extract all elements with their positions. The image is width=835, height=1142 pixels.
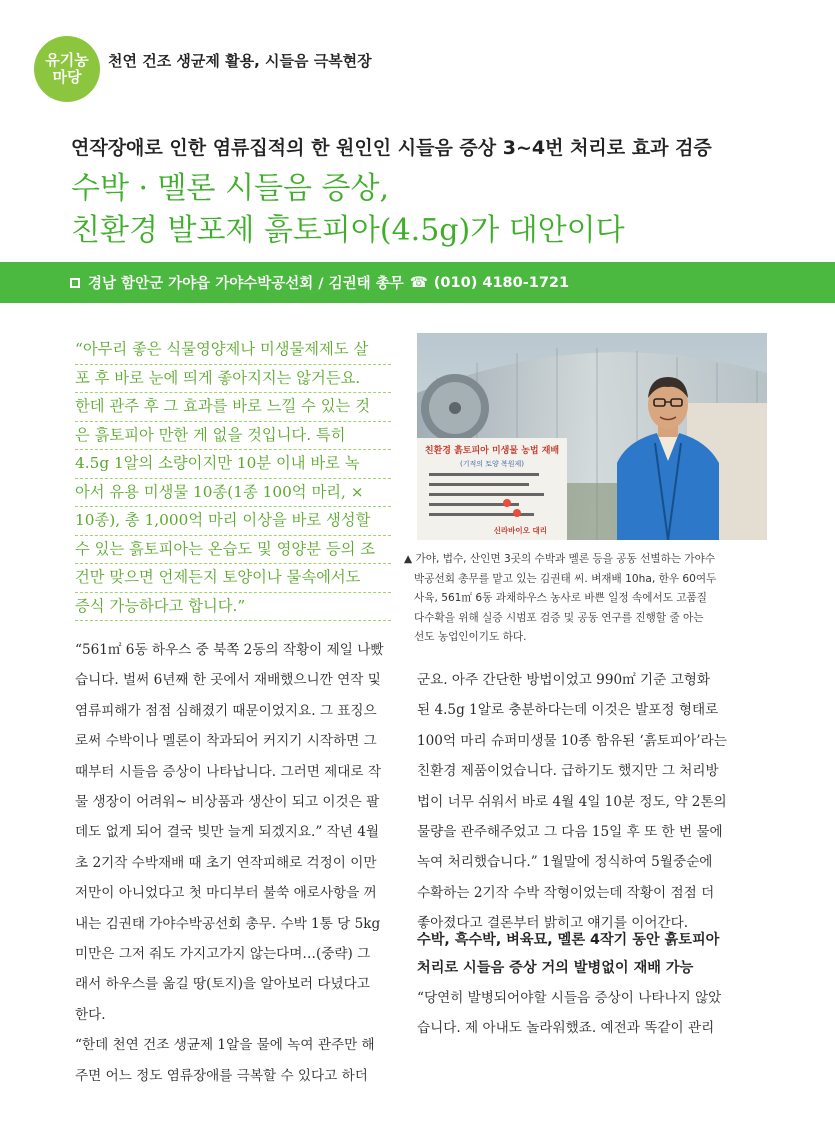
headline-line1: 수박 · 멜론 시들음 증상,	[71, 171, 390, 206]
subhead-line1: 수박, 흑수박, 벼육묘, 멜론 4작기 동안 흙토피아	[417, 932, 720, 948]
quote-line: 은 흙토피아 만한 게 없을 것입니다. 특히	[75, 422, 391, 451]
body-line: 내는 김권태 가야수박공선회 총무. 수박 1통 당 5kg	[75, 915, 381, 932]
section-badge	[34, 36, 100, 102]
caption-line: 박공선회 총무를 맡고 있는 김권태 씨. 벼재배 10ha, 한우 60여두	[414, 572, 717, 585]
body-line: 물량을 관주해주었고 그 다음 15일 후 또 한 번 물에	[417, 824, 723, 841]
caption-line: 사육, 561㎡ 6동 과채하우스 농사로 바쁜 일정 속에서도 고품질	[414, 592, 707, 604]
quote-line: 아서 유용 미생물 10종(1종 100억 마리, ×	[75, 479, 391, 508]
section-label: 천연 건조 생균제 활용, 시들음 극복현장	[108, 52, 372, 70]
body-line: 습니다. 제 아내도 놀라워했죠. 예전과 똑같이 관리	[417, 1020, 715, 1037]
body-line: 친환경 제품이었습니다. 급하기도 했지만 그 처리방	[417, 763, 719, 780]
quote-line: 포 후 바로 눈에 띄게 좋아지지는 않거든요.	[75, 365, 391, 394]
body-line: 좋아졌다고 결론부터 밝히고 얘기를 이어간다.	[417, 915, 689, 932]
section-subhead	[417, 926, 747, 982]
body-line: “한데 천연 건조 생균제 1알을 물에 녹여 관주만 해	[75, 1037, 375, 1054]
article-kicker: 연작장애로 인한 염류집적의 한 원인인 시들음 증상 3~4번 처리로 효과 검증	[71, 137, 712, 159]
photo-caption	[404, 550, 776, 648]
quote-line: 수 있는 흙토피아는 온습도 및 영양분 등의 조	[75, 536, 391, 565]
banner-sub: (기적의 토양 복원제)	[459, 460, 525, 468]
body-line: “당연히 발병되어야할 시들음 증상이 나타나지 않았	[417, 990, 722, 1006]
body-line: 군요. 아주 간단한 방법이었고 990㎡ 기준 고형화	[417, 672, 711, 688]
phone-icon: ☎	[409, 274, 428, 291]
article-headline	[71, 168, 771, 252]
body-line: 주면 어느 정도 염류장애를 극복할 수 있다고 하더	[75, 1067, 368, 1084]
quote-line: 10종), 총 1,000억 마리 이상을 바로 생성할	[75, 507, 391, 536]
body-line: 수확하는 2기작 수박 작형이었는데 작황이 점점 더	[417, 884, 715, 901]
body-line: 때부터 시들음 증상이 나타납니다. 그러면 제대로 작	[75, 763, 382, 780]
body-column-right	[417, 665, 747, 939]
quote-line: 건만 맞으면 언제든지 토양이나 물속에서도	[75, 564, 391, 593]
body-line: 래서 하우스를 옮길 땅(토지)을 알아보러 다녔다고	[75, 976, 370, 993]
caption-line: 선도 농업인이기도 하다.	[414, 631, 527, 643]
body-line: 저만이 아니었다고 첫 마디부터 불쑥 애로사항을 꺼	[75, 885, 377, 902]
body-line: 한다.	[75, 1006, 106, 1023]
byline-phone: (010) 4180-1721	[433, 274, 570, 291]
body-line: 된 4.5g 1알로 충분하다는데 이것은 발포정 형태로	[417, 702, 719, 719]
caption-line: ▲ 가야, 법수, 산인면 3곳의 수박과 멜론 등을 공동 선별하는 가야수	[404, 553, 716, 565]
body-line: “561㎡ 6동 하우스 중 북쪽 2동의 작황이 제일 나빴	[75, 642, 384, 658]
square-icon	[70, 278, 80, 288]
quote-line: 4.5g 1알의 소량이지만 10분 이내 바로 녹	[75, 450, 391, 479]
byline-bar	[0, 262, 835, 303]
body-line: 물 생장이 어려워~ 비상품과 생산이 되고 이것은 팔	[75, 794, 380, 811]
banner-title: 친환경 흙토피아 미생물 농법 재배	[424, 446, 560, 456]
body-line: 염류피해가 점점 심해졌기 때문이었지요. 그 표징으	[75, 702, 377, 719]
body-line: 로써 수박이나 멜론이 착과되어 커지기 시작하면 그	[75, 733, 377, 750]
farmer-photo	[417, 333, 767, 540]
quote-line: 증식 가능하다고 합니다.”	[75, 593, 391, 622]
body-line: 미만은 그저 줘도 가지고가지 않는다며…(중략) 그	[75, 946, 371, 963]
banner-footer: 신라바이오 대리	[493, 526, 547, 535]
headline-line2: 친환경 발포제 흙토피아(4.5g)가 대안이다	[71, 213, 625, 248]
pull-quote	[75, 336, 391, 621]
body-column-left	[75, 635, 391, 1091]
byline-text: 경남 함안군 가야읍 가야수박공선회 / 김권태 총무	[88, 276, 404, 292]
body-line: 데도 없게 되어 결국 빚만 늘게 되겠지요.” 작년 4월	[75, 824, 379, 841]
quote-line: 한데 관주 후 그 효과를 바로 느낄 수 있는 것	[75, 393, 391, 422]
body-line: 100억 마리 슈퍼미생물 10종 함유된 ‘흙토피아’라는	[417, 732, 727, 749]
body-line: 법이 너무 쉬워서 바로 4월 4일 10분 정도, 약 2톤의	[417, 793, 727, 810]
badge-line1: 유기농	[45, 51, 89, 69]
body-line: 습니다. 벌써 6년째 한 곳에서 재배했으니깐 연작 및	[75, 672, 381, 689]
photo-illustration	[417, 333, 767, 540]
badge-line2: 마당	[52, 68, 82, 86]
caption-line: 다수확을 위해 실증 시범포 검증 및 공동 연구를 진행할 줄 아는	[414, 611, 704, 624]
subhead-line2: 처리로 시들음 증상 거의 발병없이 재배 가능	[417, 960, 694, 976]
body-column-right-continued	[417, 983, 747, 1044]
quote-line: “아무리 좋은 식물영양제나 미생물제제도 살	[75, 336, 391, 365]
body-line: 초 2기작 수박재배 때 초기 연작피해로 걱정이 이만	[75, 854, 377, 871]
body-line: 녹여 처리했습니다.” 1월말에 정식하여 5월중순에	[417, 854, 713, 871]
